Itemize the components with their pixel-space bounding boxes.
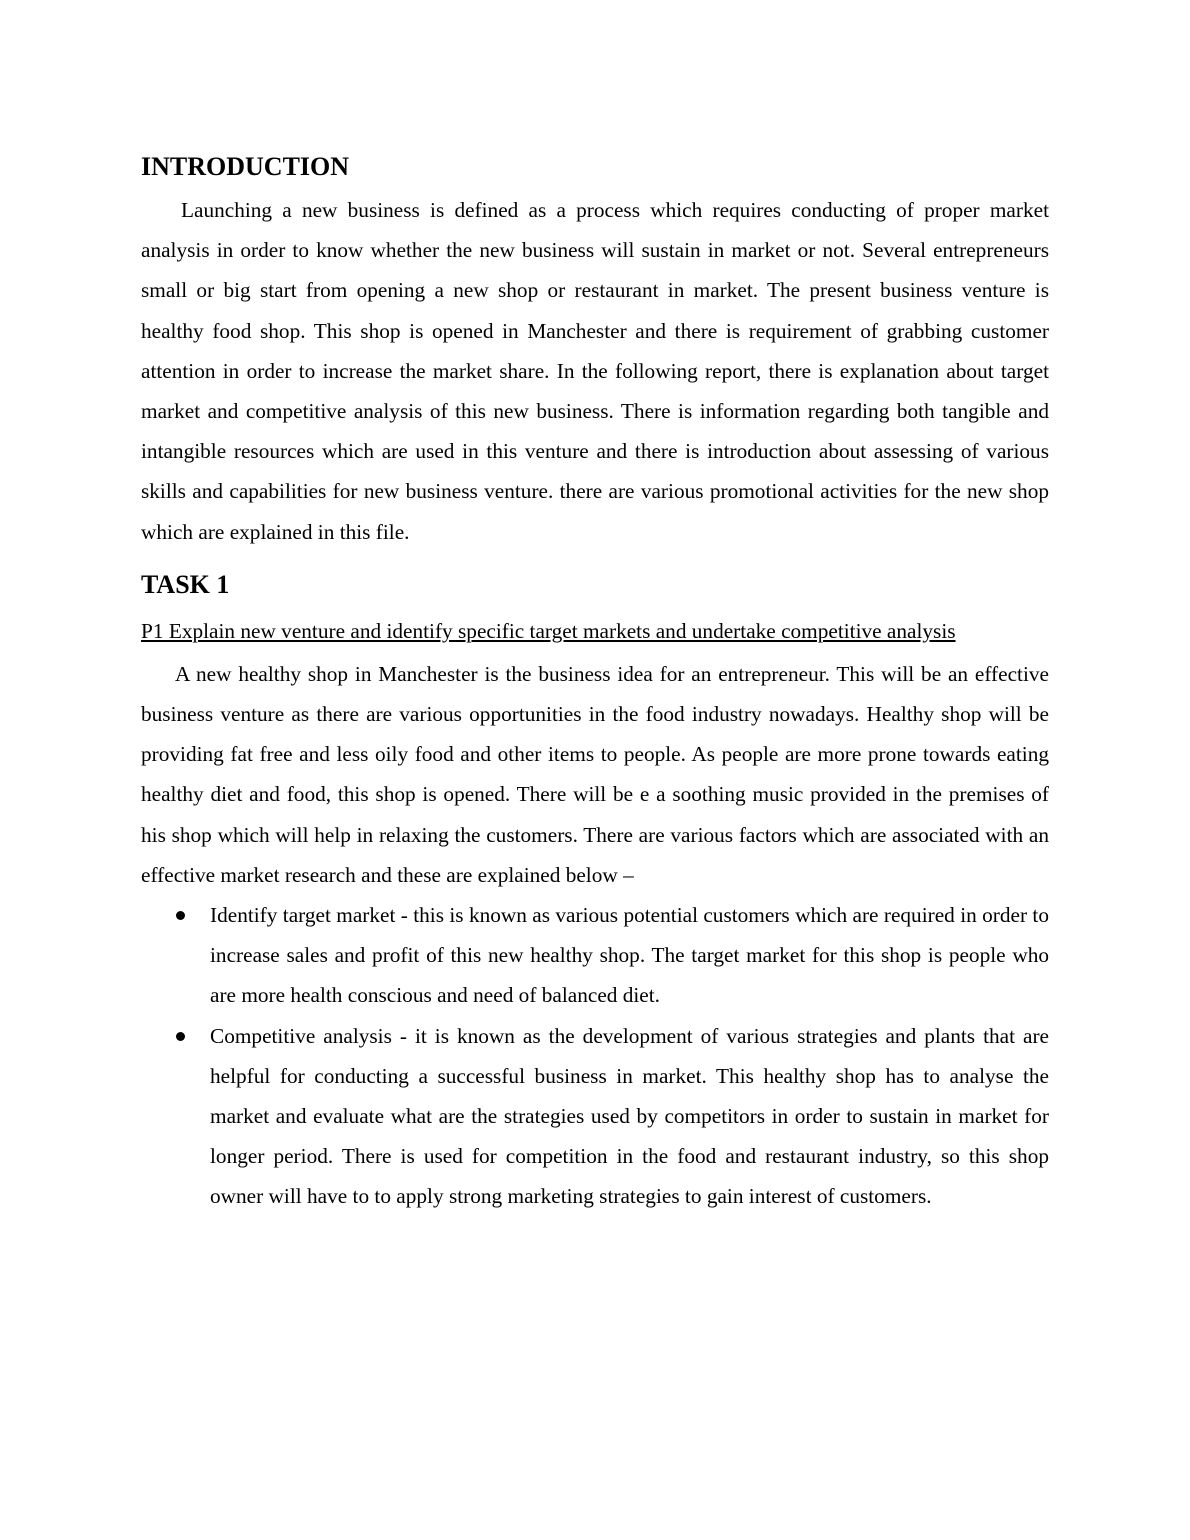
bullet-icon bbox=[176, 911, 185, 920]
factors-list bbox=[141, 895, 1049, 1217]
task1-heading: TASK 1 bbox=[141, 569, 230, 599]
list-item bbox=[141, 895, 1049, 1016]
bullet-text-target-market: Identify target market - this is known as various potential customers which are required in order to increase sales and profit of this new healthy shop. The target market for this shop is people who are more health conscious and need of balanced diet. bbox=[210, 903, 1049, 1008]
document-page bbox=[141, 150, 1049, 1217]
task1-paragraph: A new healthy shop in Manchester is the business idea for an entrepreneur. This will be an effective business venture as there are various opportunities in the food industry nowadays. Healthy shop will be providing fat free and less oily food and other items to people. As people are more prone towards eating healthy diet and food, this shop is opened. There will be e a soothing music provided in the premises of his shop which will help in relaxing the customers. There are various factors which are associated with an effective market research and these are explained below – bbox=[141, 661, 1049, 887]
p1-subheading: P1 Explain new venture and identify specific target markets and undertake competitive analysis bbox=[141, 618, 956, 643]
list-item bbox=[141, 1016, 1049, 1217]
introduction-paragraph: Launching a new business is defined as a process which requires conducting of proper market analysis in order to know whether the new business will sustain in market or not. Several entrepreneurs small or big start from opening a new shop or restaurant in market. The present business venture is healthy food shop. This shop is opened in Manchester and there is requirement of grabbing customer attention in order to increase the market share. In the following report, there is explanation about target market and competitive analysis of this new business. There is information regarding both tangible and intangible resources which are used in this venture and there is introduction about assessing of various skills and capabilities for new business venture. there are various promotional activities for the new shop which are explained in this file. bbox=[141, 198, 1049, 544]
bullet-icon bbox=[176, 1032, 185, 1041]
bullet-text-competitive-analysis: Competitive analysis - it is known as the development of various strategies and plants that are helpful for conducting a successful business in market. This healthy shop has to analyse the market and evaluate what are the strategies used by competitors in order to sustain in market for longer period. There is used for competition in the food and restaurant industry, so this shop owner will have to to apply strong marketing strategies to gain interest of customers. bbox=[210, 1023, 1049, 1209]
introduction-heading: INTRODUCTION bbox=[141, 152, 350, 181]
